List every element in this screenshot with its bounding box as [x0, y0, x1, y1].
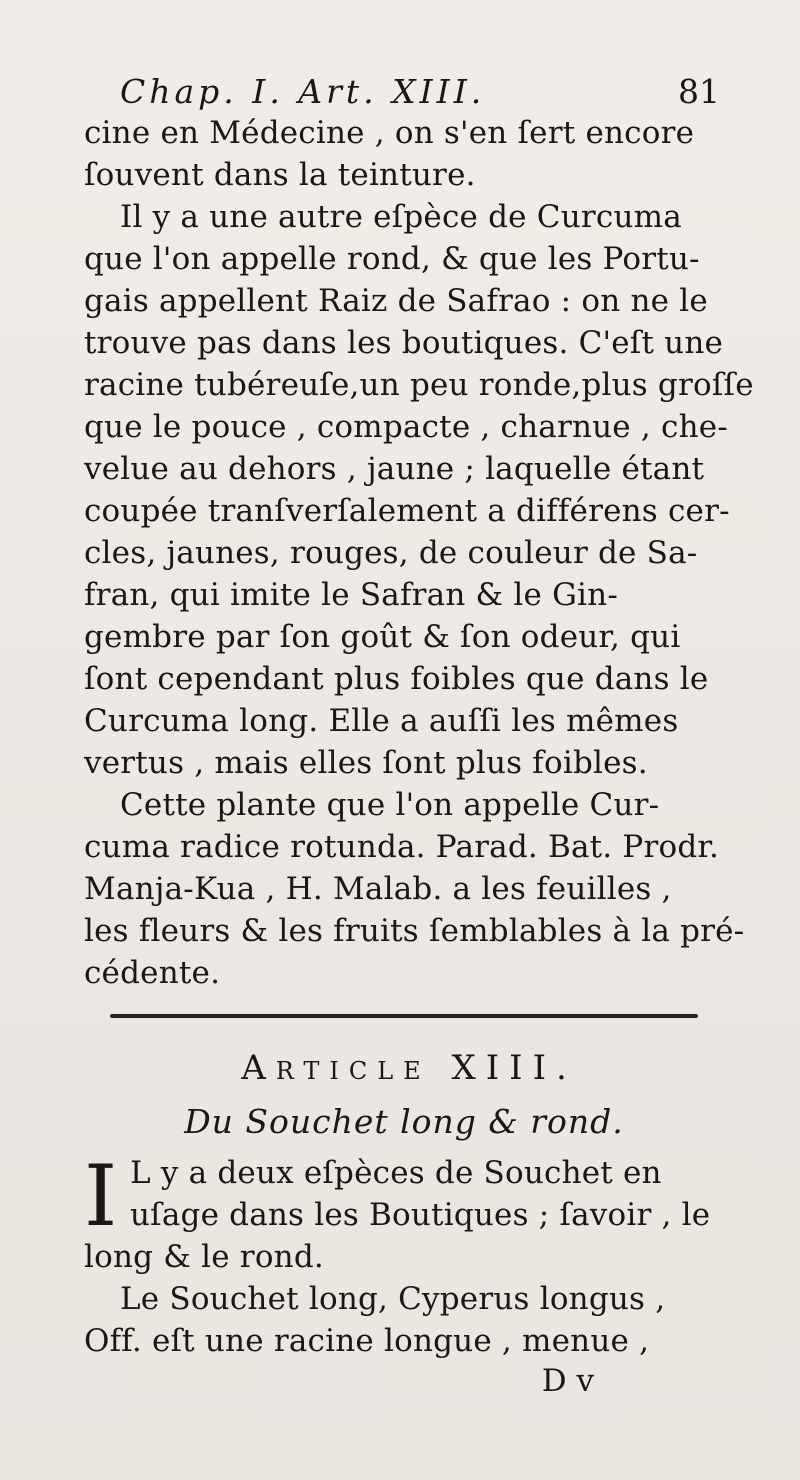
- text-line: Le Souchet long, Cyperus longus ,: [120, 1281, 666, 1317]
- page-number: 81: [678, 72, 720, 111]
- text-line: Manja-Kua , H. Malab. a les feuilles ,: [84, 871, 672, 907]
- section-divider: [110, 1014, 698, 1018]
- text-line: L y a deux eſpèces de Souchet en: [130, 1155, 662, 1191]
- article-subtitle: Du Souchet long & rond.: [184, 1102, 624, 1141]
- text-line: velue au dehors , jaune ; laquelle étant: [84, 451, 705, 487]
- catchword: D v: [541, 1363, 594, 1399]
- drop-cap: I: [84, 1147, 118, 1245]
- article-heading: Article XIII.: [241, 1048, 577, 1088]
- text-line: que le pouce , compacte , charnue , che-: [84, 409, 728, 445]
- text-line: long & le rond.: [84, 1239, 324, 1275]
- text-line: Il y a une autre eſpèce de Curcuma: [120, 199, 682, 235]
- text-line: cédente.: [84, 955, 221, 991]
- page-text: [84, 112, 754, 1400]
- text-line: cles, jaunes, rouges, de couleur de Sa-: [84, 535, 698, 571]
- text-line: uſage dans les Boutiques ; ſavoir , le: [130, 1197, 711, 1233]
- article-paragraph: [84, 1147, 724, 1362]
- text-line: cine en Médecine , on s'en ſert encore: [84, 115, 695, 151]
- text-line: cuma radice rotunda. Parad. Bat. Prodr.: [84, 829, 720, 865]
- text-line: Curcuma long. Elle a auſſi les mêmes: [84, 703, 679, 739]
- text-line: Cette plante que l'on appelle Cur-: [120, 787, 660, 823]
- text-line: racine tubéreuſe,un peu ronde,plus groſſe: [84, 367, 754, 403]
- text-line: Off. eſt une racine longue , menue ,: [84, 1323, 650, 1359]
- text-line: les fleurs & les fruits ſemblables à la pré-: [84, 913, 745, 949]
- text-line: que l'on appelle rond, & que les Portu-: [84, 241, 700, 277]
- text-line: gembre par ſon goût & ſon odeur, qui: [84, 619, 681, 655]
- text-line: fran, qui imite le Safran & le Gin-: [84, 577, 619, 613]
- text-line: coupée tranſverſalement a différens cer-: [84, 493, 730, 529]
- text-line: gais appellent Raiz de Safrao : on ne le: [84, 283, 708, 319]
- text-line: trouve pas dans les boutiques. C'eſt une: [84, 325, 724, 361]
- text-line: ſouvent dans la teinture.: [84, 157, 476, 193]
- running-title: Chap. I. Art. XIII.: [120, 72, 486, 111]
- text-line: vertus , mais elles ſont plus foibles.: [84, 745, 648, 781]
- page-header: [120, 72, 720, 111]
- text-line: ſont cependant plus foibles que dans le: [84, 661, 709, 697]
